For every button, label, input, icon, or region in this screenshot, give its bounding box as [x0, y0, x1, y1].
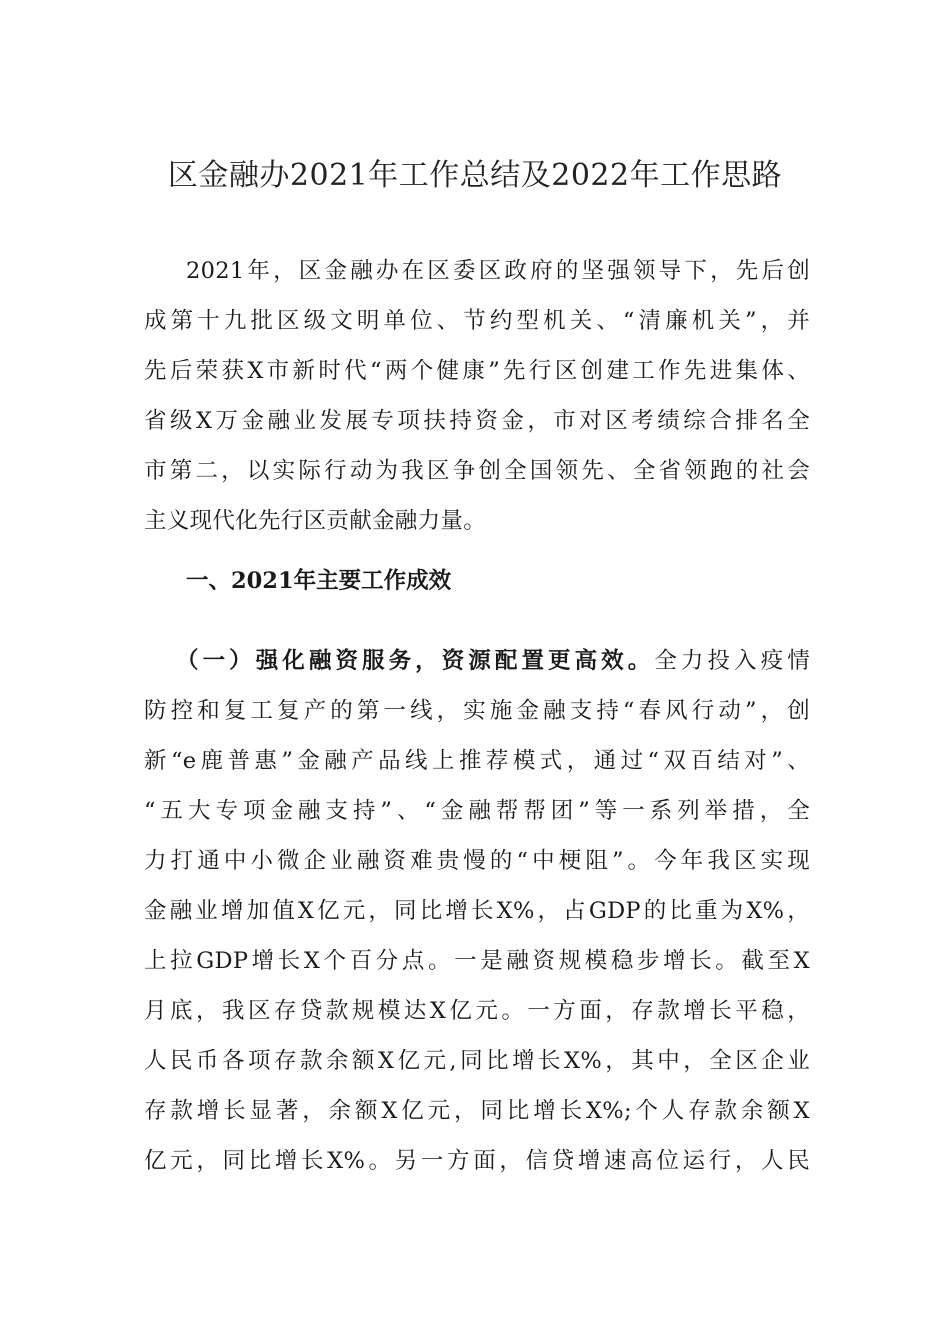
subsection-first-line-rest: 全力投入疫情 — [654, 648, 810, 674]
intro-line-2: 成第十九批区级文明单位、节约型机关、“清廉机关”，并 — [144, 308, 810, 334]
subsection-line-5: 力打通中小微企业融资难贵慢的“中梗阻”。今年我区实现 — [144, 848, 810, 874]
subsection-line-3: 新“e鹿普惠”金融产品线上推荐模式，通过“双百结对”、 — [144, 748, 810, 774]
intro-line-3: 先后荣获X市新时代“两个健康”先行区创建工作先进集体、 — [144, 358, 810, 384]
document-title: 区金融办2021年工作总结及2022年工作思路 — [167, 158, 783, 193]
subsection-line-2: 防控和复工复产的第一线，实施金融支持“春风行动”，创 — [144, 698, 810, 724]
subsection-line-4: “五大专项金融支持”、“金融帮帮团”等一系列举措，全 — [144, 798, 810, 824]
intro-line-1: 2021年，区金融办在区委区政府的坚强领导下，先后创 — [186, 258, 810, 284]
subsection-line-8: 月底，我区存贷款规模达X亿元。一方面，存款增长平稳， — [144, 998, 810, 1024]
subsection-line-7: 上拉GDP增长X个百分点。一是融资规模稳步增长。截至X — [144, 948, 810, 974]
section-heading: 一、2021年主要工作成效 — [186, 568, 452, 594]
subsection-first-line — [176, 636, 810, 686]
subsection-line-9: 人民币各项存款余额X亿元,同比增长X%，其中，全区企业 — [144, 1048, 810, 1074]
intro-line-5: 市第二，以实际行动为我区争创全国领先、全省领跑的社会 — [144, 458, 810, 484]
intro-line-6: 主义现代化先行区贡献金融力量。 — [144, 508, 487, 534]
subsection-line-10: 存款增长显著，余额X亿元，同比增长X%;个人存款余额X — [144, 1098, 810, 1124]
subsection-line-6: 金融业增加值X亿元，同比增长X%，占GDP的比重为X%， — [144, 898, 810, 924]
subsection-heading: （一）强化融资服务，资源配置更高效。 — [176, 648, 655, 674]
intro-line-4: 省级X万金融业发展专项扶持资金，市对区考绩综合排名全 — [144, 408, 810, 434]
subsection-line-11: 亿元，同比增长X%。另一方面，信贷增速高位运行，人民 — [144, 1148, 810, 1174]
